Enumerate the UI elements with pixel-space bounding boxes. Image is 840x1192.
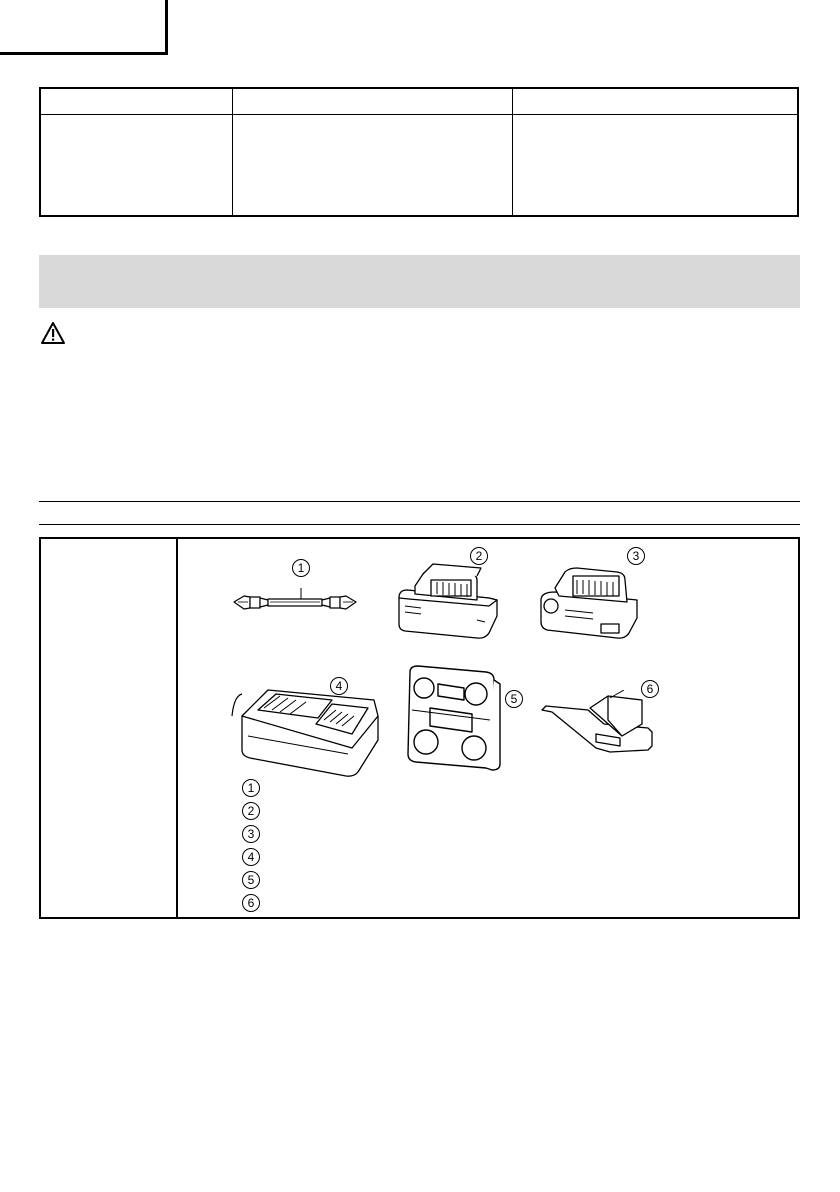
battery-cover-icon: [538, 690, 658, 765]
callout-2: 2: [470, 547, 488, 565]
battery-icon: [393, 560, 508, 650]
box-divider: [176, 539, 178, 917]
spec-table-header: [41, 89, 797, 115]
table-divider: [232, 89, 233, 215]
section-header-bar: [39, 255, 800, 308]
spec-table: [39, 87, 799, 217]
legend-number: 3: [242, 825, 260, 843]
legend-number: 4: [242, 848, 260, 866]
legend-number: 2: [242, 802, 260, 820]
warning-triangle-icon: [40, 321, 66, 345]
callout-4: 4: [330, 677, 348, 695]
page-tab-corner: [0, 0, 168, 55]
legend-number: 5: [242, 871, 260, 889]
driver-bit-icon: [228, 580, 363, 625]
battery-icon: [535, 560, 655, 650]
legend-number: 1: [242, 779, 260, 797]
horizontal-rule: [39, 524, 800, 525]
charger-icon: [228, 676, 383, 781]
callout-5: 5: [505, 690, 523, 708]
callout-6: 6: [641, 680, 659, 698]
carrying-case-icon: [402, 662, 502, 774]
horizontal-rule: [39, 501, 800, 502]
callout-1: 1: [292, 559, 310, 577]
legend-number: 6: [242, 894, 260, 912]
table-divider: [512, 89, 513, 215]
callout-3: 3: [627, 547, 645, 565]
